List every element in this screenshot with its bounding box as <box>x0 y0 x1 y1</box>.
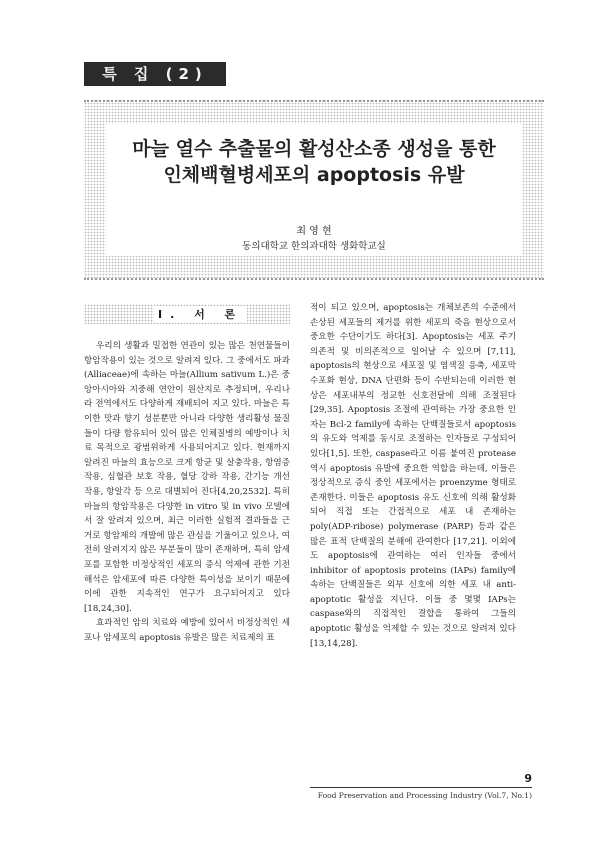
feature-badge: 특 집 (2) <box>84 62 226 86</box>
author-name: 최 영 현 <box>296 226 332 237</box>
right-column <box>310 301 516 651</box>
footer-divider <box>310 787 532 788</box>
page-number: 9 <box>524 772 532 785</box>
paragraph: 적이 되고 있으며, apoptosis는 개체보존의 수준에서 손상된 세포들의 제거를 위한 세포의 죽음 현상으로서 중요한 수단이기도 하다[3]. Apoptosis는 세포 주기 의존적 및 비의존적으로 일어날 수 있으며 [7,11], apoptosis의 현상으로 세포질 및 염색질 응축, 세포막 수포화 현상, DNA 단편화 등이 수반되는데 이러한 현상은 세포내부의 정교한 신호전달에 의해 조절된다[29,35]. Apoptosis 조절에 관여하는 가장 중요한 인자는 Bcl-2 family에 속하는 단백질들로서 apoptosis의 유도와 억제를 동시로 조절하는 인자들로 구성되어 있다[1,5]. 또한, caspase라고 이름 붙여진 protease 역시 apoptosis 유발에 중요한 역할을 하는데, 이들은 정상적으로 증식 중인 세포에서는 proenzyme 형태로 존재한다. 이들은 apoptosis 유도 신호에 의해 활성화되어 직접 또는 간접적으로 세포 내 존재하는 poly(ADP-ribose) polymerase (PARP) 등과 같은 많은 표적 단백질의 분해에 관여한다 [17,21]. 이외에도 apoptosis에 관여하는 여러 인자들 중에서 inhibitor of apoptosis proteins (IAPs) family에 속하는 단백질들은 외부 신호에 의한 세포 내 anti-apoptotic 활성을 지닌다. 이들 중 몇몇 IAPs는 caspase와의 직접적인 결합을 통하여 그들의 apoptotic 활성을 억제할 수 있는 것으로 알려져 있다[13,14,28]. <box>310 303 516 649</box>
journal-footer: Food Preservation and Processing Industry (Vol.7, No.1) <box>317 791 532 800</box>
paragraph: 우리의 생활과 밀접한 연관이 있는 많은 천연물들이 항암작용이 있는 것으로 알려져 있다. 그 중에서도 파과(Alliaceae)에 속하는 마늘(Allium sativum L.)은 중앙아시아와 지중해 연안이 원산지로 추정되며, 우리나라 전역에서도 다양하게 재배되어 지고 있다. 마늘은 특이한 맛과 향기 성분뿐만 아니라 다양한 생리활성 물질들이 다량 함유되어 있어 많은 인체질병의 예방이나 치료 목적으로 광범위하게 사용되어지고 있다. 현재까지 알려진 마늘의 효능으로 크게 항균 및 살충작용, 항염증 작용, 심혈관 보호 작용, 혈당 강하 작용, 간기능 개선 작용, 항알각 등 으로 대별되어 진다[4,20,2532]. 특히 마늘의 항암작용은 다양한 in vitro 및 in vivo 모델에서 잘 알려져 있으며, 최근 이러한 실험적 결과들을 근거로 항암제의 개발에 많은 관심을 기울이고 있으나, 여전히 알려지지 않은 부분들이 많이 존재하며, 특히 암세포를 포함한 비정상적인 세포의 증식 억제에 관한 기전해석은 암세포에 따른 다양한 특이성을 보이기 때문에 이에 관한 지속적인 연구가 요구되어지고 있다[18,24,30]. <box>84 341 290 614</box>
left-column <box>84 339 290 645</box>
author-affiliation: 동의대학교 한의과대학 생화학교실 <box>242 241 386 252</box>
title-box <box>84 100 544 280</box>
section-heading-box <box>84 304 290 324</box>
article-title-line-1: 마늘 열수 추출물의 활성산소종 생성을 통한 <box>132 138 496 160</box>
article-title-line-2: 인체백혈병세포의 apoptosis 유발 <box>163 164 465 186</box>
title-panel <box>106 124 522 256</box>
section-heading: I. 서 론 <box>154 306 247 322</box>
paragraph: 효과적인 암의 치료와 예방에 있어서 비정상적인 세포나 암세포의 apoptosis 유발은 많은 치료제의 표 <box>84 618 290 643</box>
